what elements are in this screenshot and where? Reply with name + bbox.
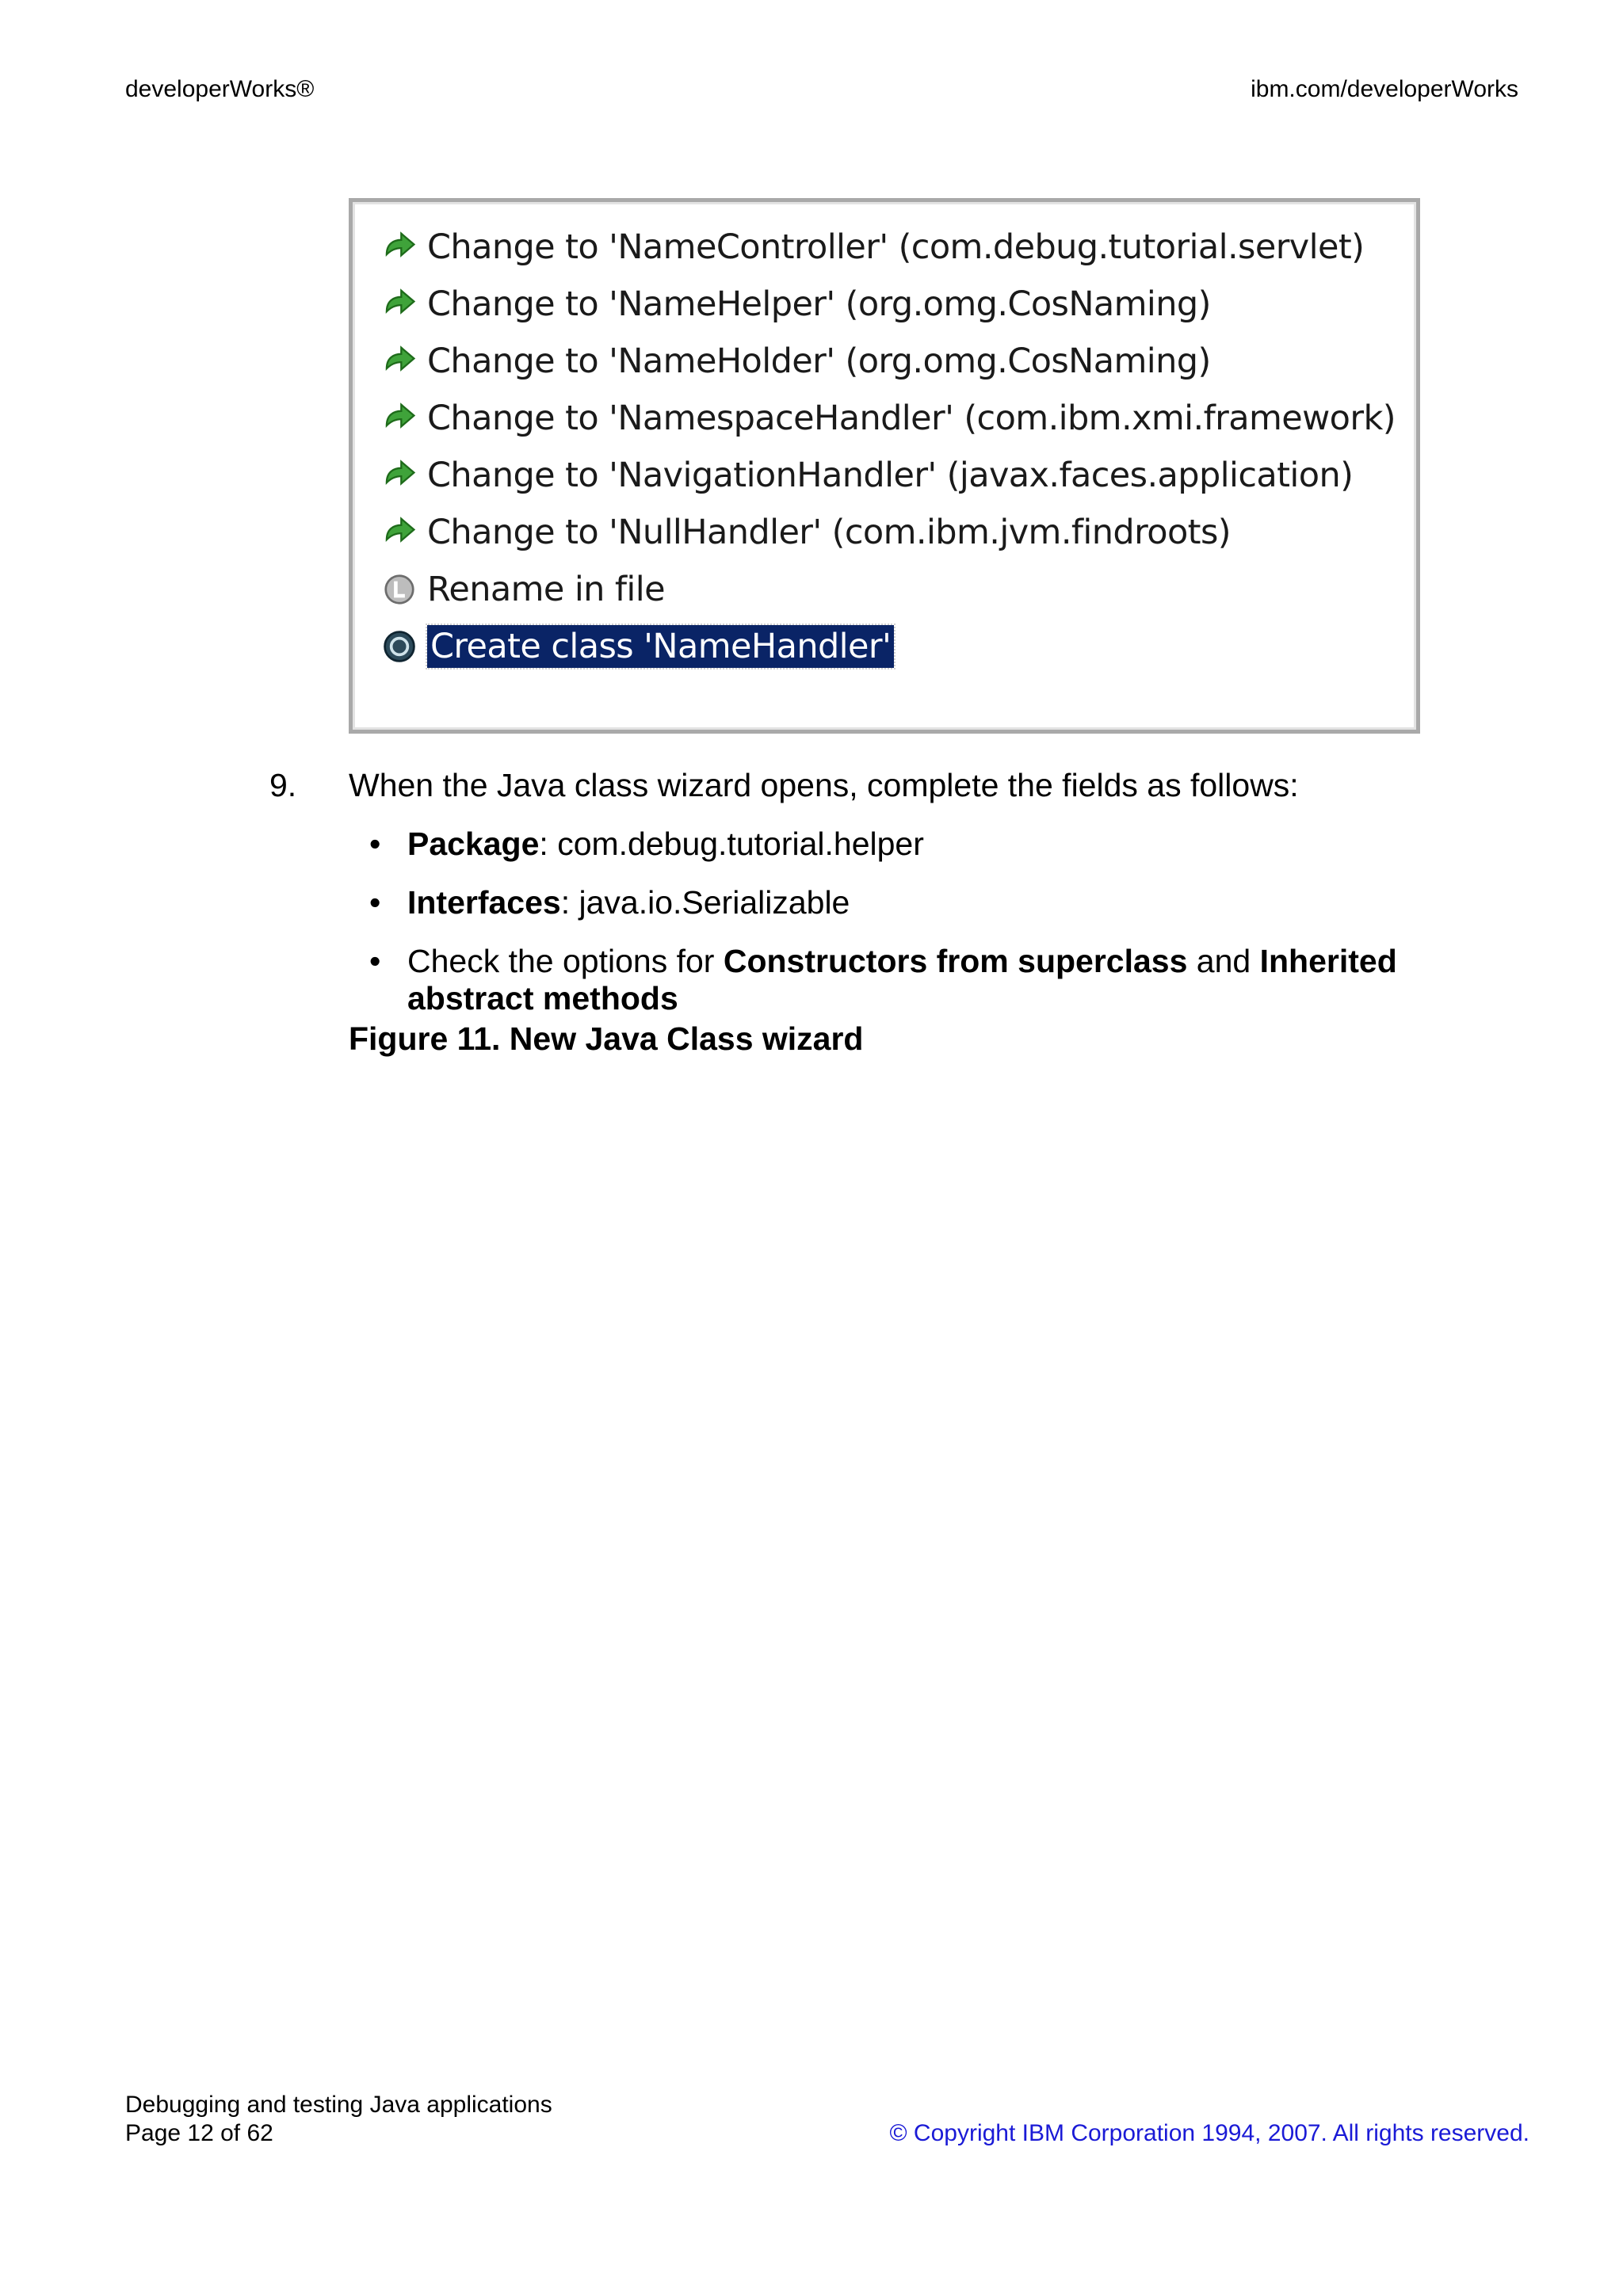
footer-page-number: Page 12 of 62 bbox=[125, 2120, 273, 2146]
proposal-change-namecontroller[interactable] bbox=[381, 221, 1364, 273]
proposal-label: Change to 'NameHelper' (org.omg.CosNaming) bbox=[427, 284, 1211, 324]
bullet-term: Package bbox=[407, 826, 540, 862]
bullet-symbol: • bbox=[369, 826, 381, 862]
proposal-change-nameholder[interactable] bbox=[381, 335, 1211, 387]
change-arrow-icon bbox=[381, 286, 418, 322]
header-site-name: developerWorks® bbox=[125, 76, 315, 102]
proposal-label: Change to 'NamespaceHandler' (com.ibm.xmi.framework) bbox=[427, 399, 1396, 438]
step-text: When the Java class wizard opens, complete the fields as follows: bbox=[349, 767, 1299, 803]
proposal-label: Rename in file bbox=[427, 570, 665, 609]
bullet-term: Constructors from superclass bbox=[723, 943, 1188, 979]
change-arrow-icon bbox=[381, 457, 418, 494]
bullet-symbol: • bbox=[369, 884, 381, 921]
footer-copyright-link[interactable]: © Copyright IBM Corporation 1994, 2007. All rights reserved. bbox=[889, 2120, 1529, 2146]
change-arrow-icon bbox=[381, 343, 418, 379]
bullet-text-start: Check the options for bbox=[407, 943, 724, 979]
bullet-symbol: • bbox=[369, 943, 381, 979]
proposal-change-namehelper[interactable] bbox=[381, 278, 1211, 330]
step-number: 9. bbox=[269, 767, 297, 803]
bullet-value: : com.debug.tutorial.helper bbox=[539, 826, 924, 862]
footer-document-title: Debugging and testing Java applications bbox=[125, 2092, 552, 2118]
proposal-label: Change to 'NameController' (com.debug.tutorial.servlet) bbox=[427, 227, 1365, 267]
create-class-icon bbox=[381, 628, 418, 665]
bullet-term: Interfaces bbox=[407, 884, 561, 921]
bullet-check-options bbox=[407, 943, 1453, 1017]
proposal-create-class-namehandler[interactable] bbox=[381, 620, 894, 673]
proposal-change-navigationhandler[interactable] bbox=[381, 449, 1353, 502]
bullet-package bbox=[407, 826, 1453, 863]
proposal-change-nullhandler[interactable] bbox=[381, 506, 1231, 559]
bullet-interfaces bbox=[407, 884, 1453, 921]
quick-fix-proposals-figure bbox=[349, 198, 1420, 734]
proposal-label: Create class 'NameHandler' bbox=[427, 625, 894, 668]
proposal-label: Change to 'NullHandler' (com.ibm.jvm.findroots) bbox=[427, 513, 1231, 552]
proposal-label: Change to 'NavigationHandler' (javax.faces.application) bbox=[427, 456, 1354, 495]
rename-icon bbox=[381, 571, 418, 608]
figure-caption: Figure 11. New Java Class wizard bbox=[349, 1020, 864, 1057]
change-arrow-icon bbox=[381, 229, 418, 265]
change-arrow-icon bbox=[381, 400, 418, 437]
proposal-label: Change to 'NameHolder' (org.omg.CosNaming) bbox=[427, 341, 1211, 381]
proposal-rename-in-file[interactable] bbox=[381, 563, 665, 616]
header-site-url: ibm.com/developerWorks bbox=[1251, 76, 1518, 102]
bullet-text-mid: and bbox=[1187, 943, 1260, 979]
bullet-value: : java.io.Serializable bbox=[560, 884, 850, 921]
proposal-change-namespacehandler[interactable] bbox=[381, 392, 1396, 444]
change-arrow-icon bbox=[381, 514, 418, 551]
bullet-term: Inherited abstract methods bbox=[407, 943, 1397, 1016]
